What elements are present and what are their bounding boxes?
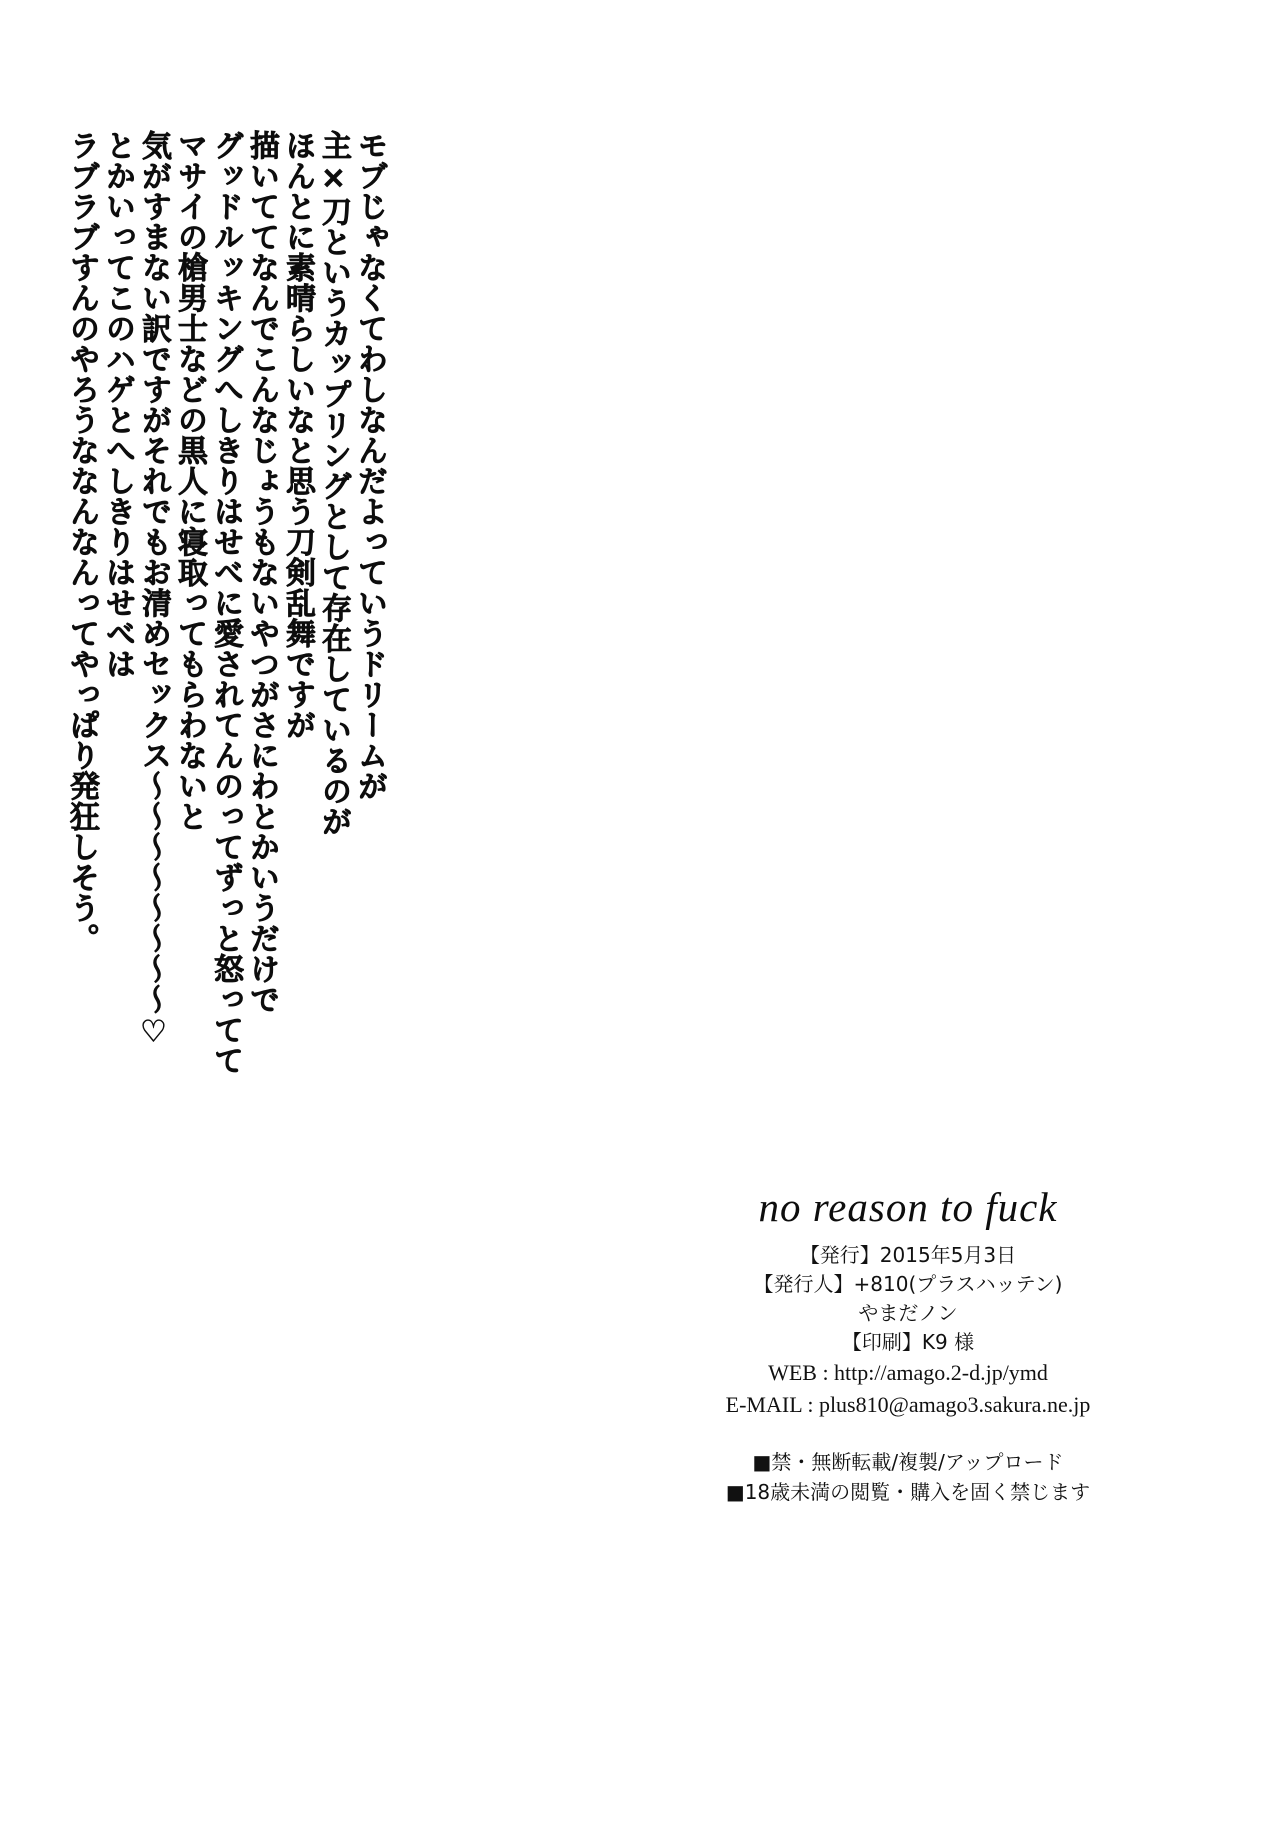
afterword-text-block xyxy=(60,130,387,1400)
colophon xyxy=(598,1183,1218,1507)
afterword-line: とかいってこのハゲとへしきりはせべは xyxy=(100,130,135,679)
afterword-line: グッドルッキングへしきりはせべに愛されてんのってずっと怒ってて xyxy=(208,130,243,1076)
doujinshi-title: no reason to fuck xyxy=(758,1184,1058,1231)
age-restriction-notice: ■18歳未満の閲覧・購入を固く禁じます xyxy=(725,1480,1091,1504)
publish-date: 【発行】2015年5月3日 xyxy=(799,1243,1017,1268)
printer: 【印刷】K9 様 xyxy=(841,1330,975,1355)
afterword-line: ラブラブすんのやろうななんなんってやっぱり発狂しそう。 xyxy=(64,130,99,954)
publisher: 【発行人】+810(プラスハッテン) xyxy=(753,1272,1063,1297)
copyright-notice: ■禁・無断転載/複製/アップロード xyxy=(752,1450,1064,1474)
afterword-line: 描いててなんでこんなじょうもないやつがさにわとかいうだけで xyxy=(244,130,279,1015)
website-url: WEB : http://amago.2-d.jp/ymd xyxy=(768,1360,1048,1386)
afterword-line: ほんとに素晴らしいなと思う刀剣乱舞ですが xyxy=(280,130,315,740)
afterword-line: 主×刀というカップリングとして存在しているのが xyxy=(316,130,351,837)
afterword-line: マサイの槍男士などの黒人に寝取ってもらわないと xyxy=(172,130,207,832)
afterword-line: 気がすまない訳ですがそれでもお清めセックス〜〜〜〜〜〜〜〜♡ xyxy=(136,130,171,1050)
spacer xyxy=(598,1421,1218,1447)
afterword-line: モブじゃなくてわしなんだよっていうドリームが xyxy=(352,130,387,801)
author-name: やまだノン xyxy=(858,1301,958,1326)
email-address: E-MAIL : plus810@amago3.sakura.ne.jp xyxy=(725,1392,1091,1418)
